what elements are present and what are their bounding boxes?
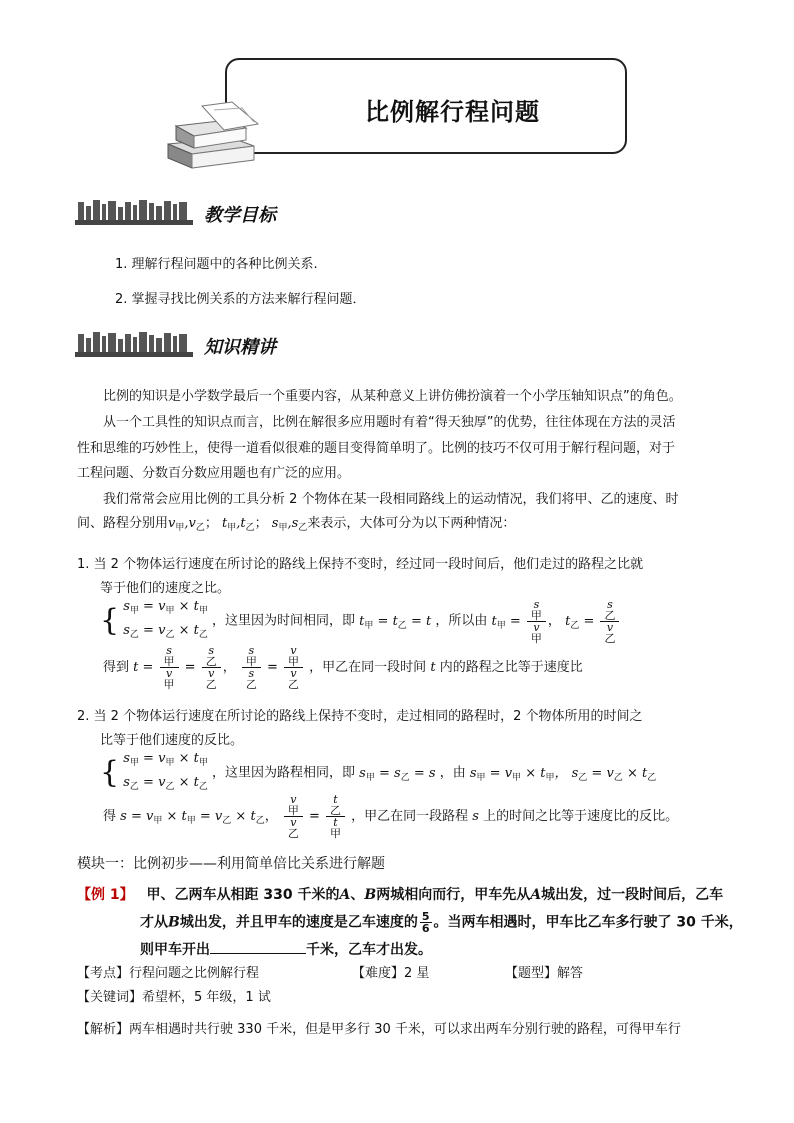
section-title-knowledge: 知识精讲 [204, 337, 276, 358]
case2-derivation: 得 $s = v_甲 \times t_甲 = v_乙 \times t_乙$， v 甲 v 乙 = t 乙 t 甲 ，甲乙在同一段路程 s 上的时间之比等于速度比的反比。 [103, 793, 679, 840]
example-1-difficulty: 【难度】2 星 [352, 966, 430, 981]
goal-item-1: 1. 理解行程问题中的各种比例关系. [115, 257, 318, 272]
example-1-type: 【题型】解答 [505, 966, 584, 981]
paragraph-line-4: 工程问题、分数百分数应用题也有广泛的应用。 [77, 466, 351, 481]
case2-line-2: 比等于他们速度的反比。 [100, 733, 244, 748]
paragraph-line-6: 间、路程分别用$v_甲,v_乙$； $t_甲,t_乙$； $s_甲,s_乙$来表示，大体可分为以下两种情况： [77, 516, 516, 533]
example-1-analysis: 【解析】两车相遇时共行驶 330 千米，但是甲多行 30 千米，可以求出两车分别行驶的路程，可得甲车行 [77, 1022, 681, 1037]
paragraph-line-3: 性和思维的巧妙性上，使得一道看似很难的题目变得简单明了。比例的技巧不仅可用于解行程问题，对于 [77, 441, 676, 456]
paragraph-line-1: 比例的知识是小学数学最后一个重要内容，从某种意义上讲仿佛扮演着一个小学压轴知识点”的角色。 [103, 389, 682, 404]
example-1-line-1: 【例 1】 甲、乙两车从相距 330 千米的A、B两城相向而行，甲车先从A城出发，过一段时间后，乙车 [77, 887, 724, 903]
books-illustration [162, 100, 262, 172]
module-heading: 模块一：比例初步——利用简单倍比关系进行解题 [77, 856, 385, 872]
case1-line-1: 1. 当 2 个物体运行速度在所讨论的路线上保持不变时，经过同一段时间后，他们走过的路程之比就 [77, 557, 644, 572]
example-1-keywords: 【关键词】希望杯，5 年级，1 试 [77, 990, 271, 1005]
example-1-line-2: 才从B城出发，并且甲车的速度是乙车速度的 $\frac{5}{6}$ 。当两车相遇时，甲车比乙车多行驶了 30 千米， [140, 910, 743, 935]
goal-item-2: 2. 掌握寻找比例关系的方法来解行程问题． [115, 292, 366, 307]
example-1-meta: 【考点】行程问题之比例解行程 [77, 966, 260, 981]
section-title-goals: 教学目标 [204, 205, 276, 226]
case1-line-2: 等于他们的速度之比。 [100, 581, 231, 596]
section-bar-goals-icon [75, 198, 195, 226]
case1-derivation: 得到 t = s 甲 v 甲 = s 乙 v 乙 ， s 甲 s 乙 = v 甲 v 乙 ，甲乙在同一段时间 t 内的路程之比等于速度比 [103, 644, 583, 691]
section-bar-knowledge-icon [75, 330, 195, 358]
case1-equation-system: { $s_甲 = v_甲 \times t_甲$ $s_乙 = v_乙 \times t_乙$ ，这里因为时间相同，即 $t_甲 = t_乙 = t$ ，所以由 $t_甲$ = s 甲 v 甲 ， $t_乙$ = s 乙 v 乙 [100, 597, 621, 645]
page-title: 比例解行程问题 [365, 98, 540, 126]
case2-equation-system: { $s_甲 = v_甲 \times t_甲$ $s_乙 = v_乙 \times t_乙$ ，这里因为路程相同，即 $s_甲 = s_乙 = s$ ，由 $s_甲 = v_甲 \times t_甲$， $s_乙 = v_乙 \times t_乙$ [100, 751, 657, 792]
answer-blank[interactable] [210, 941, 306, 954]
case2-line-1: 2. 当 2 个物体运行速度在所讨论的路线上保持不变时，走过相同的路程时，2 个物体所用的时间之 [77, 709, 643, 724]
paragraph-line-2: 从一个工具性的知识点而言，比例在解很多应用题时有着“得天独厚”的优势，往往体现在方法的灵活 [103, 415, 676, 430]
paragraph-line-5: 我们常常会应用比例的工具分析 2 个物体在某一段相同路线上的运动情况，我们将甲、乙的速度、时 [103, 492, 679, 507]
example-1-line-3: 则甲车开出 千米，乙车才出发。 [140, 942, 432, 958]
